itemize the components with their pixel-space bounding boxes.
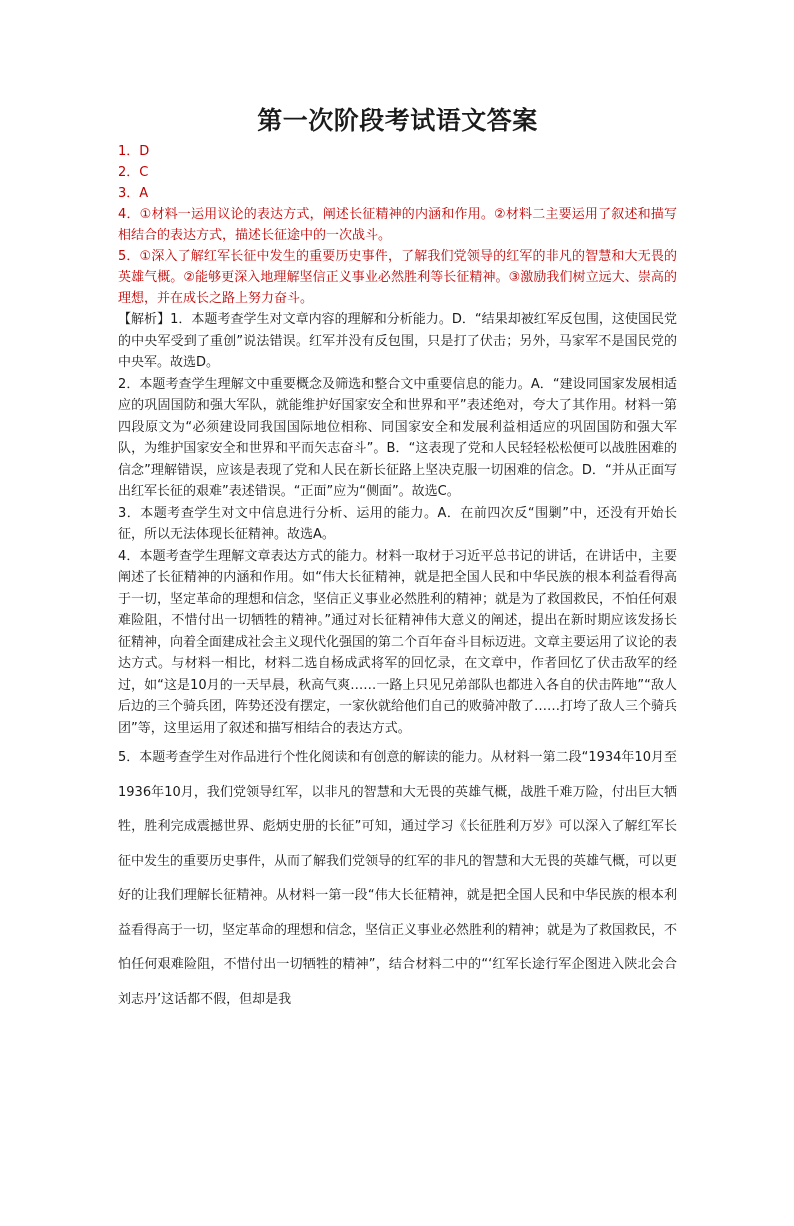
answer-4: 4．①材料一运用议论的表达方式，阐述长征精神的内涵和作用。②材料二主要运用了叙述和描写相结合的表达方式，描述长征途中的一次战斗。	[118, 207, 677, 243]
answer-3: 3．A	[118, 186, 149, 201]
analysis-1: 【解析】1．本题考查学生对文章内容的理解和分析能力。D．“结果却被红军反包围，这使国民党的中央军受到了重创”说法错误。红军并没有反包围，只是打了伏击；另外，马家军不是国民党的中央军。故选D。	[118, 312, 677, 370]
document-page	[0, 103, 794, 1226]
answer-5: 5．①深入了解红军长征中发生的重要历史事件，了解我们党领导的红军的非凡的智慧和大无畏的英雄气概。②能够更深入地理解坚信正义事业必然胜利等长征精神。③激励我们树立远大、崇高的理想，并在成长之路上努力奋斗。	[118, 249, 677, 306]
analysis-3: 3．本题考查学生对文中信息进行分析、运用的能力。A．在前四次反“围剿”中，还没有开始长征，所以无法体现长征精神。故选A。	[118, 505, 677, 542]
analysis-4: 4．本题考查学生理解文章表达方式的能力。材料一取材于习近平总书记的讲话，在讲话中，主要阐述了长征精神的内涵和作用。如“伟大长征精神，就是把全国人民和中华民族的根本利益看得高于一切，坚定革命的理想和信念，坚信正义事业必然胜利的精神；就是为了救国救民，不怕任何艰难险阻，不惜付出一切牺牲的精神。”通过对长征精神伟大意义的阐述，提出在新时期应该发扬长征精神，向着全面建成社会主义现代化强国的第二个百年奋斗目标迈进。文章主要运用了议论的表达方式。与材料一相比，材料二选自杨成武将军的回忆录，在文章中，作者回忆了伏击敌军的经过，如“这是10月的一天早晨，秋高气爽……一路上只见兄弟部队也都进入各自的伏击阵地”“敌人后边的三个骑兵团，阵势还没有摆定，一家伙就给他们自己的败骑冲散了……打垮了敌人三个骑兵团”等，这里运用了叙述和描写相结合的表达方式。	[118, 548, 678, 736]
analysis-5: 5．本题考查学生对作品进行个性化阅读和有创意的解读的能力。从材料一第二段“1934年10月至1936年10月，我们党领导红军，以非凡的智慧和大无畏的英雄气概，战胜千难万险，付出巨大牺牲，胜利完成震撼世界、彪炳史册的长征”可知，通过学习《长征胜利万岁》可以深入了解红军长征中发生的重要历史事件，从而了解我们党领导的红军的非凡的智慧和大无畏的英雄气概，可以更好的让我们理解长征精神。从材料一第一段“伟大长征精神，就是把全国人民和中华民族的根本利益看得高于一切，坚定革命的理想和信念，坚信正义事业必然胜利的精神；就是为了救国救民，不怕任何艰难险阻，不惜付出一切牺牲的精神”，结合材料二中的“‘红军长途行军企图进入陕北会合刘志丹’这话都不假，但却是我	[118, 750, 678, 1007]
answer-2: 2．C	[118, 165, 149, 180]
analysis-section	[118, 309, 677, 739]
page-title: 第一次阶段考试语文答案	[257, 106, 538, 135]
analysis-2: 2．本题考查学生理解文中重要概念及筛选和整合文中重要信息的能力。A．“建设同国家发展相适应的巩固国防和强大军队，就能维护好国家安全和世界和平”表述绝对，夸大了其作用。材料一第四段原文为“必须建设同我国国际地位相称、同国家安全和发展利益相适应的巩固国防和强大军队，为维护国家安全和世界和平而矢志奋斗”。B．“这表现了党和人民轻轻松松便可以战胜困难的信念”理解错误，应该是表现了党和人民在新长征路上坚决克服一切困难的信念。D．“并从正面写出红军长征的艰难”表述错误。“正面”应为“侧面”。故选C。	[118, 376, 677, 499]
answer-1: 1．D	[118, 144, 150, 159]
answer-key	[118, 141, 677, 309]
analysis-5-section	[118, 741, 677, 1017]
